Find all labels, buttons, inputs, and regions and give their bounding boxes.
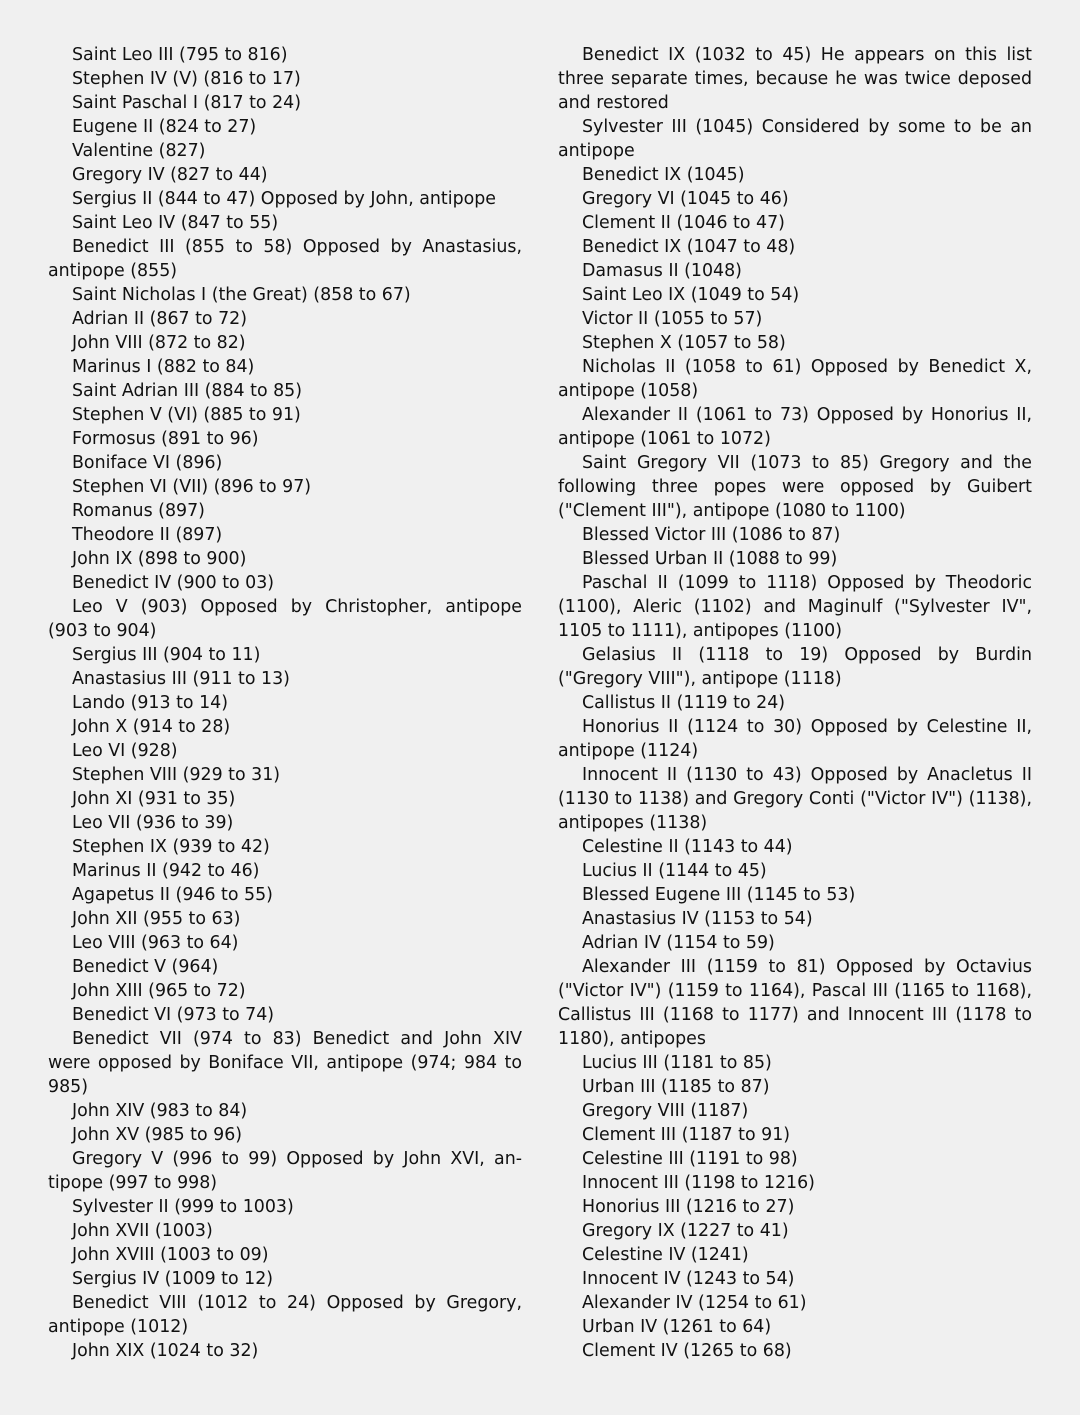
list-item: Gregory IX (1227 to 41): [582, 1221, 789, 1241]
list-item: Romanus (897): [72, 501, 205, 521]
list-item: Celestine III (1191 to 98): [582, 1149, 798, 1169]
list-item: Benedict VI (973 to 74): [72, 1005, 275, 1025]
list-item: Marinus I (882 to 84): [72, 357, 255, 377]
list-item: John XIV (983 to 84): [72, 1101, 248, 1121]
list-item: Clement II (1046 to 47): [582, 213, 785, 233]
list-item: Benedict VII (974 to 83) Benedict and John XIV were opposed by Boniface VII, antipope (974; 984 to 985): [48, 1029, 522, 1097]
list-item: Stephen IV (V) (816 to 17): [72, 69, 301, 89]
list-item: Clement IV (1265 to 68): [582, 1341, 792, 1361]
list-item: Blessed Urban II (1088 to 99): [582, 549, 838, 569]
list-item: Urban III (1185 to 87): [582, 1077, 770, 1097]
list-item: Blessed Victor III (1086 to 87): [582, 525, 841, 545]
list-item: Paschal II (1099 to 1118) Opposed by Theodoric (1100), Aleric (1102) and Maginulf ("Sylvester IV", 1105 to 1111), antipopes (1100): [558, 573, 1032, 641]
list-item: Sylvester III (1045) Considered by some to be an antipope: [558, 117, 1032, 161]
list-item: Saint Adrian III (884 to 85): [72, 381, 303, 401]
list-item: Gregory V (996 to 99) Opposed by John XVI, antipope (997 to 998): [48, 1149, 522, 1193]
list-item: Stephen V (VI) (885 to 91): [72, 405, 301, 425]
list-item: Alexander II (1061 to 73) Opposed by Honorius II, antipope (1061 to 1072): [558, 405, 1032, 449]
list-item: Agapetus II (946 to 55): [72, 885, 273, 905]
list-item: Sylvester II (999 to 1003): [72, 1197, 294, 1217]
list-item: Clement III (1187 to 91): [582, 1125, 791, 1145]
list-item: Stephen X (1057 to 58): [582, 333, 786, 353]
list-item: Adrian II (867 to 72): [72, 309, 248, 329]
list-item: Gelasius II (1118 to 19) Opposed by Burdin ("Gregory VIII"), antipope (1118): [558, 645, 1032, 689]
list-item: John XVIII (1003 to 09): [72, 1245, 269, 1265]
list-item: Lucius III (1181 to 85): [582, 1053, 772, 1073]
list-item: Theodore II (897): [72, 525, 223, 545]
list-item: Benedict IX (1045): [582, 165, 745, 185]
list-item: Innocent II (1130 to 43) Opposed by Anacletus II (1130 to 1138) and Gregory Conti ("Victor IV") (1138), antipopes (1138): [558, 765, 1032, 833]
list-item: John XVII (1003): [72, 1221, 213, 1241]
list-item: Stephen VIII (929 to 31): [72, 765, 281, 785]
list-item: Saint Leo IX (1049 to 54): [582, 285, 800, 305]
list-item: Saint Nicholas I (the Great) (858 to 67): [72, 285, 411, 305]
list-item: Sergius III (904 to 11): [72, 645, 261, 665]
list-item: Benedict V (964): [72, 957, 219, 977]
list-item: Saint Paschal I (817 to 24): [72, 93, 301, 113]
list-item: Victor II (1055 to 57): [582, 309, 763, 329]
list-item: Gregory VIII (1187): [582, 1101, 749, 1121]
list-item: John XIX (1024 to 32): [72, 1341, 259, 1361]
list-item: Boniface VI (896): [72, 453, 223, 473]
list-item: John XII (955 to 63): [72, 909, 241, 929]
list-item: Leo VI (928): [72, 741, 178, 761]
list-item: Celestine II (1143 to 44): [582, 837, 793, 857]
list-item: Urban IV (1261 to 64): [582, 1317, 772, 1337]
list-item: Nicholas II (1058 to 61) Opposed by Benedict X, antipope (1058): [558, 357, 1032, 401]
list-item: Saint Leo III (795 to 816): [72, 45, 288, 65]
list-item: Formosus (891 to 96): [72, 429, 259, 449]
list-item: Stephen VI (VII) (896 to 97): [72, 477, 312, 497]
list-item: Saint Gregory VII (1073 to 85) Gregory and the following three popes were opposed by Guibert ("Clement III"), antipope (1080 to 1100): [558, 453, 1032, 521]
list-item: Innocent IV (1243 to 54): [582, 1269, 795, 1289]
list-item: John XIII (965 to 72): [72, 981, 246, 1001]
list-item: John XV (985 to 96): [72, 1125, 243, 1145]
list-item: John IX (898 to 900): [72, 549, 247, 569]
list-item: Damasus II (1048): [582, 261, 742, 281]
list-item: Blessed Eugene III (1145 to 53): [582, 885, 856, 905]
list-item: John XI (931 to 35): [72, 789, 236, 809]
list-item: Honorius II (1124 to 30) Opposed by Celestine II, antipope (1124): [558, 717, 1032, 761]
list-item: Anastasius III (911 to 13): [72, 669, 290, 689]
list-item: Alexander IV (1254 to 61): [582, 1293, 807, 1313]
list-item: Innocent III (1198 to 1216): [582, 1173, 815, 1193]
list-item: Benedict IX (1047 to 48): [582, 237, 796, 257]
list-item: Benedict IV (900 to 03): [72, 573, 275, 593]
list-item: Honorius III (1216 to 27): [582, 1197, 795, 1217]
list-item: Eugene II (824 to 27): [72, 117, 257, 137]
list-item: Lando (913 to 14): [72, 693, 228, 713]
list-item: Marinus II (942 to 46): [72, 861, 260, 881]
list-item: John VIII (872 to 82): [72, 333, 246, 353]
left-column: [48, 43, 522, 1363]
list-item: Leo V (903) Opposed by Christopher, antipope (903 to 904): [48, 597, 522, 641]
list-item: Saint Leo IV (847 to 55): [72, 213, 279, 233]
list-item: Callistus II (1119 to 24): [582, 693, 786, 713]
list-item: Gregory IV (827 to 44): [72, 165, 268, 185]
list-item: Leo VII (936 to 39): [72, 813, 234, 833]
list-item: Lucius II (1144 to 45): [582, 861, 767, 881]
list-item: Alexander III (1159 to 81) Opposed by Octavius ("Victor IV") (1159 to 1164), Pascal III (1165 to 1168), Callistus III (1168 to 1177) and Innocent III (1178 to 1180), antipopes: [558, 957, 1032, 1049]
list-item: Sergius IV (1009 to 12): [72, 1269, 274, 1289]
list-item: Sergius II (844 to 47) Opposed by John, antipope: [72, 189, 496, 209]
list-item: Benedict VIII (1012 to 24) Opposed by Gregory, antipope (1012): [48, 1293, 522, 1337]
list-item: John X (914 to 28): [72, 717, 231, 737]
list-item: Benedict III (855 to 58) Opposed by Anastasius, antipope (855): [48, 237, 522, 281]
list-item: Celestine IV (1241): [582, 1245, 749, 1265]
list-item: Leo VIII (963 to 64): [72, 933, 239, 953]
right-column: [558, 43, 1032, 1363]
list-item: Anastasius IV (1153 to 54): [582, 909, 813, 929]
list-item: Valentine (827): [72, 141, 206, 161]
list-item: Gregory VI (1045 to 46): [582, 189, 789, 209]
list-item: Benedict IX (1032 to 45) He appears on this list three separate times, because he was twice deposed and restored: [558, 45, 1032, 113]
list-item: Adrian IV (1154 to 59): [582, 933, 775, 953]
list-item: Stephen IX (939 to 42): [72, 837, 270, 857]
